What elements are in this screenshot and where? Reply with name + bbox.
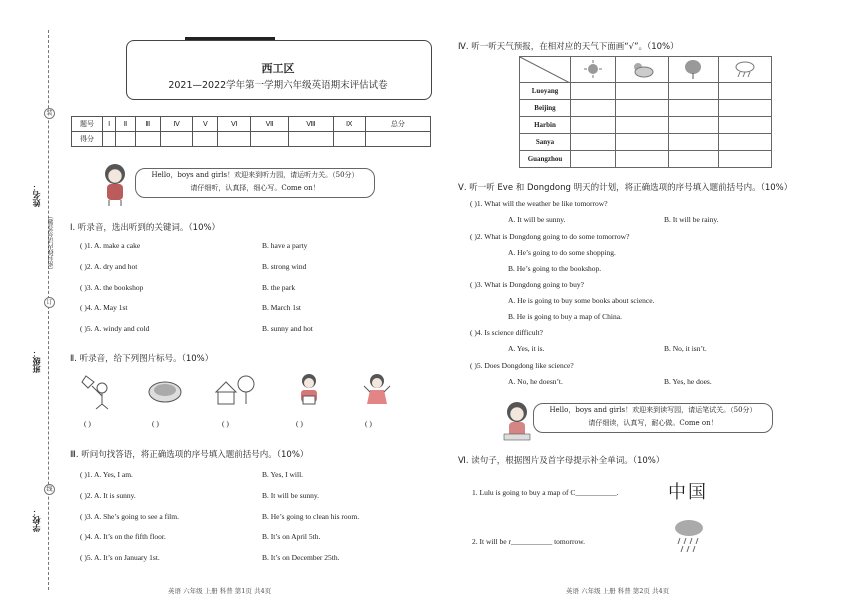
option-b: B. No, it isn’t. [664, 344, 707, 353]
score-table-header: Ⅵ [218, 117, 250, 132]
weather-row [520, 117, 772, 134]
weather-cell[interactable] [669, 100, 718, 117]
question-item: ( )4. A. It’s on the fifth floor. [80, 532, 166, 541]
score-table-header: Ⅲ [135, 117, 160, 132]
kite-boy-icon [80, 374, 116, 410]
score-cell[interactable] [365, 132, 430, 147]
listening-intro-line: 请仔细听，认真择，细心写。Come on！ [190, 184, 320, 192]
option-b: B. He is going to buy a map of China. [508, 312, 622, 321]
weather-header-cell [615, 57, 668, 83]
score-table-header: Ⅶ [250, 117, 288, 132]
weather-cell[interactable] [669, 83, 718, 100]
girl-mascot-icon [98, 162, 132, 206]
question-item: ( )5. A. windy and cold [80, 324, 150, 333]
weather-header-cell [718, 57, 771, 83]
option-b: B. It will be sunny. [262, 491, 320, 500]
option-a: A. Yes, it is. [508, 344, 545, 353]
section6-title: Ⅵ. 读句子，根据图片及首字母提示补全单词。（10%） [458, 456, 665, 466]
weather-cell[interactable] [615, 83, 668, 100]
binding-mark: 装 [44, 108, 55, 119]
score-cell[interactable] [116, 132, 135, 147]
weather-row [520, 151, 772, 168]
weather-row [520, 83, 772, 100]
binding-mark: 线 [44, 484, 55, 495]
option-b: B. Yes, he does. [664, 377, 712, 386]
score-table-row [72, 132, 431, 147]
score-table-header: Ⅸ [333, 117, 365, 132]
weather-cell[interactable] [615, 134, 668, 151]
score-table-header: 得分 [72, 132, 103, 147]
question-item: ( )1. What will the weather be like tomorrow? [470, 199, 608, 208]
exam-title: 2021—2022学年第一学期六年级英语期末评估试卷 [168, 80, 388, 91]
city-label: Beijing [520, 100, 571, 117]
fill-in-item[interactable]: 2. It will be r___________ tomorrow. [472, 537, 586, 546]
score-cell[interactable] [103, 132, 116, 147]
weather-cell[interactable] [669, 134, 718, 151]
listening-intro-line: Hello，boys and girls！欢迎来到听力园，请运听力关。（50分） [151, 171, 359, 179]
score-table-header: Ⅴ [193, 117, 218, 132]
question-item: ( )2. What is Dongdong going to do some tomorrow? [470, 232, 630, 241]
score-cell[interactable] [250, 132, 288, 147]
china-characters-picture: 中国 [668, 482, 708, 503]
picture-blank[interactable]: ( ) [365, 419, 372, 428]
option-a: A. It will be sunny. [508, 215, 566, 224]
picture-blank[interactable]: ( ) [222, 419, 229, 428]
option-b: B. He’s going to clean his room. [262, 512, 360, 521]
page-footer-left: 英语 六年级 上册 科普 第1页 共4页 [168, 587, 272, 595]
option-b: B. sunny and hot [262, 324, 313, 333]
weather-row [520, 134, 772, 151]
section5-title: Ⅴ. 听一听 Eve 和 Dongdong 明天的计划，将正确选项的序号填入题前括号内。（10%） [458, 183, 793, 193]
house-tree-icon [212, 372, 256, 408]
question-item: ( )4. Is science difficult? [470, 328, 543, 337]
option-b: B. It will be rainy. [664, 215, 719, 224]
question-item: ( )2. A. It is sunny. [80, 491, 136, 500]
option-b: B. March 1st [262, 303, 301, 312]
city-label: Guangzhou [520, 151, 571, 168]
section3-title: Ⅲ. 听问句找答语，将正确选项的序号填入题前括号内。（10%） [70, 450, 309, 460]
score-table-row [72, 117, 431, 132]
weather-table [519, 56, 772, 168]
option-b: B. It’s on December 25th. [262, 553, 340, 562]
option-b: B. He’s going to the bookshop. [508, 264, 602, 273]
girl-dancing-icon [362, 372, 392, 408]
question-item: ( )2. A. dry and hot [80, 262, 138, 271]
score-cell[interactable] [333, 132, 365, 147]
score-cell[interactable] [135, 132, 160, 147]
score-cell[interactable] [193, 132, 218, 147]
question-item: ( )4. A. May 1st [80, 303, 128, 312]
cloudy-icon [630, 60, 654, 78]
food-bowl-icon [147, 378, 183, 406]
writing-intro-line: Hello，boys and girls！欢迎来到读写园，请运笔试关。（50分） [549, 406, 757, 414]
weather-row [520, 100, 772, 117]
weather-cell[interactable] [571, 83, 616, 100]
weather-cell[interactable] [571, 100, 616, 117]
option-b: B. have a party [262, 241, 308, 250]
score-table [71, 116, 431, 147]
writing-intro-line: 请仔细读，认真写，耐心做。Come on！ [588, 419, 718, 427]
seal-note: （密封线内请勿答题） [48, 213, 55, 273]
rain-cloud-icon [672, 518, 706, 554]
score-cell[interactable] [289, 132, 333, 147]
score-table-header: Ⅳ [160, 117, 192, 132]
city-label: Sanya [520, 134, 571, 151]
weather-table-header-row [520, 57, 772, 83]
weather-cell[interactable] [571, 117, 616, 134]
fill-in-item[interactable]: 1. Lulu is going to buy a map of C___________. [472, 488, 619, 497]
question-item: ( )3. What is Dongdong going to buy? [470, 280, 585, 289]
listening-intro-bubble [135, 168, 375, 198]
question-item: ( )1. A. Yes, I am. [80, 470, 133, 479]
score-table-header: 总分 [365, 117, 430, 132]
weather-cell[interactable] [615, 100, 668, 117]
weather-table-corner [520, 57, 571, 83]
option-a: A. He’s going to do some shopping. [508, 248, 616, 257]
option-a: A. No, he doesn’t. [508, 377, 563, 386]
score-table-header: Ⅱ [116, 117, 135, 132]
option-b: B. It’s on April 5th. [262, 532, 321, 541]
picture-blank[interactable]: ( ) [152, 419, 159, 428]
binding-mark: 订 [44, 297, 55, 308]
sun-icon [583, 60, 603, 78]
weather-cell[interactable] [571, 151, 616, 168]
question-item: ( )3. A. the bookshop [80, 283, 144, 292]
page-footer-right: 英语 六年级 上册 科普 第2页 共4页 [566, 587, 670, 595]
city-label: Harbin [520, 117, 571, 134]
district-title: 西工区 [261, 62, 295, 75]
section2-title: Ⅱ. 听录音，给下列图片标号。（10%） [70, 354, 214, 364]
weather-cell[interactable] [718, 134, 771, 151]
girl-reading-icon [294, 372, 324, 408]
weather-header-cell [571, 57, 616, 83]
score-table-header: Ⅰ [103, 117, 116, 132]
option-b: B. Yes, I will. [262, 470, 304, 479]
score-table-header: 题号 [72, 117, 103, 132]
weather-header-cell [669, 57, 718, 83]
option-b: B. the park [262, 283, 296, 292]
picture-blank[interactable]: ( ) [84, 419, 91, 428]
school-label: 学校： [32, 508, 41, 532]
score-table-header: Ⅷ [289, 117, 333, 132]
weather-cell[interactable] [571, 134, 616, 151]
score-cell[interactable] [160, 132, 192, 147]
tree-wind-icon [682, 59, 704, 79]
section1-title: Ⅰ. 听录音，选出听到的关键词。（10%） [70, 223, 221, 233]
question-item: ( )1. A. make a cake [80, 241, 141, 250]
girl-mascot-icon [500, 400, 534, 444]
question-item: ( )5. A. It’s on January 1st. [80, 553, 160, 562]
score-cell[interactable] [218, 132, 250, 147]
section4-title: Ⅳ. 听一听天气预报，在相对应的天气下面画“√”。（10%） [458, 42, 679, 52]
weather-cell[interactable] [718, 151, 771, 168]
question-item: ( )3. A. She’s going to see a film. [80, 512, 179, 521]
class-label: 班级： [32, 349, 41, 373]
question-item: ( )5. Does Dongdong like science? [470, 361, 574, 370]
weather-cell[interactable] [615, 117, 668, 134]
picture-blank[interactable]: ( ) [296, 419, 303, 428]
weather-cell[interactable] [615, 151, 668, 168]
weather-cell[interactable] [718, 117, 771, 134]
weather-cell[interactable] [669, 117, 718, 134]
city-label: Luoyang [520, 83, 571, 100]
name-label: 姓名： [32, 183, 41, 207]
option-b: B. strong wind [262, 262, 307, 271]
weather-cell[interactable] [718, 100, 771, 117]
writing-intro-bubble [533, 403, 773, 433]
weather-cell[interactable] [718, 83, 771, 100]
rain-icon [733, 60, 757, 78]
diagonal-line [520, 57, 570, 83]
weather-cell[interactable] [669, 151, 718, 168]
option-a: A. He is going to buy some books about science. [508, 296, 655, 305]
